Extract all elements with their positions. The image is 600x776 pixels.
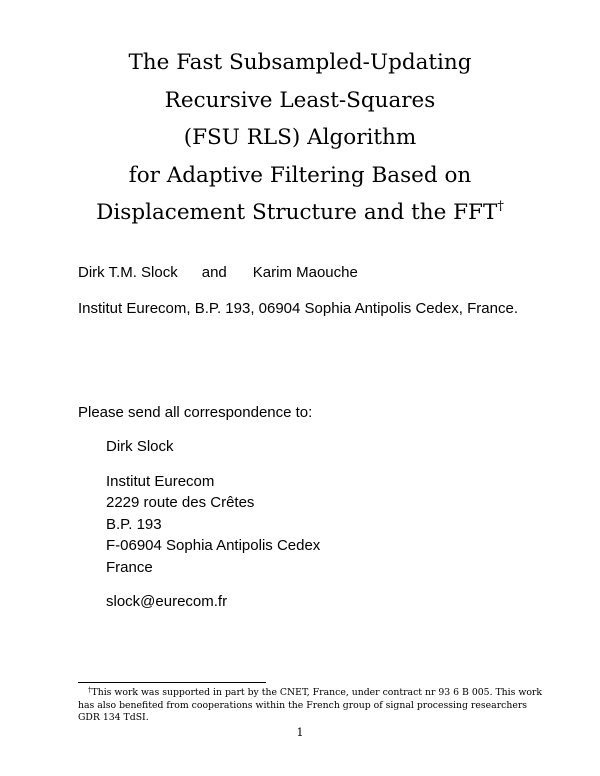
page-number: 1 (296, 726, 304, 739)
address-line: F-06904 Sophia Antipolis Cedex (106, 537, 321, 554)
footnote (78, 687, 548, 725)
address-line: France (106, 558, 153, 576)
paper-title (0, 44, 600, 232)
author-line (78, 264, 358, 281)
address-line: B.P. 193 (106, 515, 162, 533)
author-name: Karim Maouche (252, 264, 358, 281)
title-line: (FSU RLS) Algorithm (183, 125, 417, 150)
correspondence-heading: Please send all correspondence to: (78, 404, 313, 421)
author-name: Dirk T.M. Slock (78, 264, 178, 281)
title-line: The Fast Subsampled-Updating (128, 50, 472, 75)
title-line: Recursive Least-Squares (164, 87, 436, 113)
correspondence-block (106, 436, 320, 613)
spacer (106, 578, 320, 591)
email-address: slock@eurecom.fr (106, 593, 228, 610)
title-line: for Adaptive Filtering Based on (128, 162, 472, 188)
title-line-text: Displacement Structure and the FFT (96, 200, 498, 225)
spacer (106, 458, 320, 471)
address-line: 2229 route des Crêtes (106, 494, 255, 511)
correspondence-name: Dirk Slock (106, 438, 174, 455)
affiliation: Institut Eurecom, B.P. 193, 06904 Sophia Antipolis Cedex, France. (78, 300, 518, 317)
title-line (0, 194, 600, 232)
footnote-text: This work was supported in part by the CNET, France, under contract nr 93 6 B 005. This work has also benefited from cooperations within the French group of signal processing researchers GDR 134 TdSI. (78, 687, 543, 723)
footnote-rule (78, 682, 266, 683)
footnote-marker: † (88, 686, 92, 694)
dagger-mark: † (497, 199, 504, 214)
author-conjunction: and (201, 264, 227, 281)
address-line: Institut Eurecom (106, 472, 215, 490)
